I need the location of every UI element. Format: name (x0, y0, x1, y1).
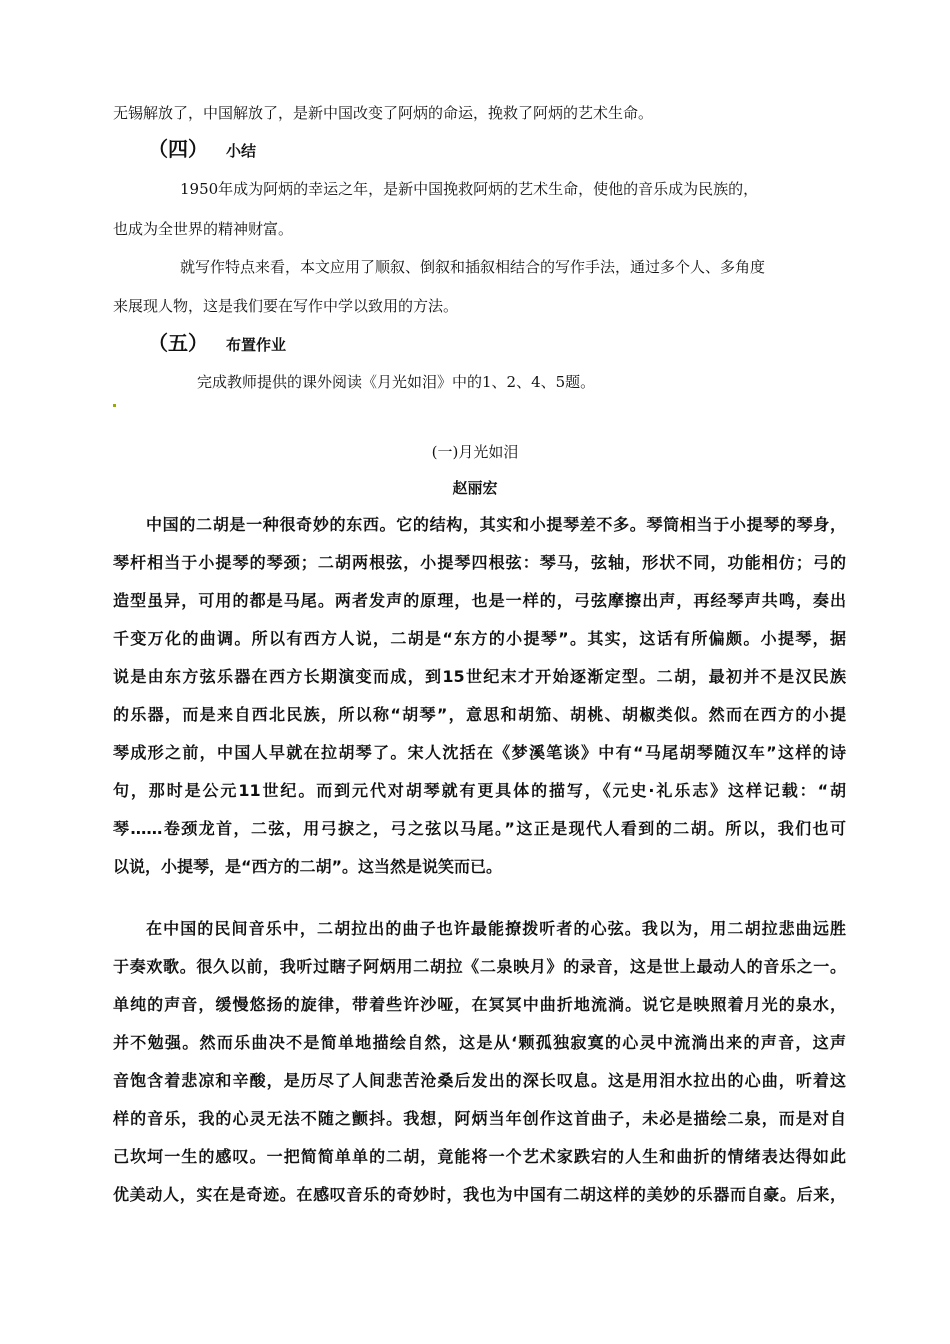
section-5-heading (148, 331, 286, 357)
article-line: 琴杆相当于小提琴的琴颈；二胡两根弦，小提琴四根弦：琴马，弦轴，形状不同，功能相仿；弓的 (113, 553, 846, 572)
section-4-number: （四） (148, 137, 208, 161)
article-line: 句，那时是公元11世纪。而到元代对胡琴就有更具体的描写，《元史·礼乐志》这样记载：“胡 (113, 781, 846, 800)
section-4-heading (148, 137, 256, 163)
article-line: 中国的二胡是一种很奇妙的东西。它的结构，其实和小提琴差不多。琴筒相当于小提琴的琴身， (146, 515, 846, 534)
section-5-title: 布置作业 (226, 336, 287, 354)
article-line: 说是由东方弦乐器在西方长期演变而成，到15世纪末才开始逐渐定型。二胡，最初并不是汉民族 (113, 667, 846, 686)
article-line: 单纯的声音，缓慢悠扬的旋律，带着些许沙哑，在冥冥中曲折地流淌。说它是映照着月光的泉水， (113, 995, 846, 1014)
article-line: 于奏欢歌。很久以前，我听过瞎子阿炳用二胡拉《二泉映月》的录音，这是世上最动人的音乐之一。 (113, 957, 846, 976)
article-line: 样的音乐，我的心灵无法不随之颤抖。我想，阿炳当年创作这首曲子，未必是描绘二泉，而是对自 (113, 1109, 846, 1128)
article-line: 己坎坷一生的感叹。一把简简单单的二胡，竟能将一个艺术家跌宕的人生和曲折的情绪表达得如此 (113, 1147, 846, 1166)
intro-line: 无锡解放了，中国解放了，是新中国改变了阿炳的命运，挽救了阿炳的艺术生命。 (113, 104, 654, 122)
article-line: 优美动人，实在是奇迹。在感叹音乐的奇妙时，我也为中国有二胡这样的美妙的乐器而自豪。后来， (113, 1185, 846, 1204)
article-title: (一)月光如泪 (431, 443, 519, 461)
summary-para1-line1: 1950年成为阿炳的幸运之年，是新中国挽救阿炳的艺术生命，使他的音乐成为民族的， (180, 180, 759, 198)
article-line: 音饱含着悲凉和辛酸，是历尽了人间悲苦沧桑后发出的深长叹息。这是用泪水拉出的心曲，听着这 (113, 1071, 846, 1090)
article-line: 在中国的民间音乐中，二胡拉出的曲子也许最能撩拨听者的心弦。我以为，用二胡拉悲曲远胜 (146, 919, 846, 938)
article-line: 的乐器，而是来自西北民族，所以称“胡琴”，意思和胡笳、胡桃、胡椒类似。然而在西方的小提 (113, 705, 846, 724)
article-line: 琴成形之前，中国人早就在拉胡琴了。宋人沈括在《梦溪笔谈》中有“马尾胡琴随汉车”这样的诗 (113, 743, 846, 762)
article-line: 并不勉强。然而乐曲决不是简单地描绘自然，这是从‘颗孤独寂寞的心灵中流淌出来的声音，这声 (113, 1033, 846, 1052)
homework-text: 完成教师提供的课外阅读《月光如泪》中的1、2、4、5题。 (197, 373, 596, 391)
section-5-number: （五） (148, 331, 208, 355)
article-line: 造型虽异，可用的都是马尾。两者发声的原理，也是一样的，弓弦摩擦出声，再经琴声共鸣，奏出 (113, 591, 846, 610)
article-author: 赵丽宏 (452, 479, 498, 497)
article-line: 以说，小提琴，是“西方的二胡”。这当然是说笑而已。 (113, 857, 503, 876)
summary-para2-line2: 来展现人物，这是我们要在写作中学以致用的方法。 (113, 297, 459, 315)
stray-mark (113, 404, 116, 407)
summary-para1-line2: 也成为全世界的精神财富。 (113, 220, 294, 238)
summary-para2-line1: 就写作特点来看，本文应用了顺叙、倒叙和插叙相结合的写作手法，通过多个人、多角度 (180, 258, 766, 276)
article-line: 千变万化的曲调。所以有西方人说，二胡是“东方的小提琴”。其实，这话有所偏颇。小提琴，据 (113, 629, 846, 648)
section-4-title: 小结 (226, 142, 257, 160)
article-line: 琴……卷颈龙首，二弦，用弓捩之，弓之弦以马尾。”这正是现代人看到的二胡。所以，我们也可 (113, 819, 846, 838)
